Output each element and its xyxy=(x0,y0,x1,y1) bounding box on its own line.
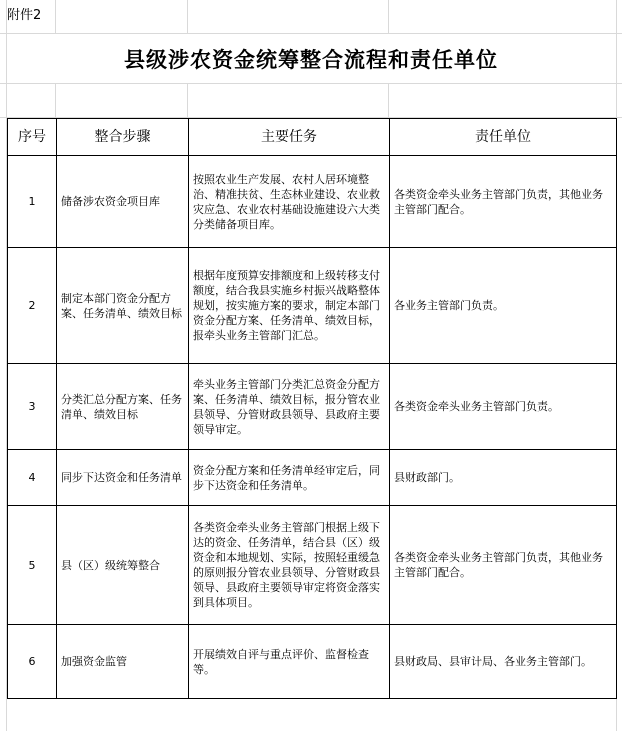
header-no: 序号 xyxy=(8,119,57,156)
cell-no: 3 xyxy=(8,364,57,450)
cell-step: 县（区）级统筹整合 xyxy=(57,506,189,625)
cell-no: 1 xyxy=(8,156,57,248)
page-title: 县级涉农资金统筹整合流程和责任单位 xyxy=(124,47,498,72)
cell-step: 储备涉农资金项目库 xyxy=(57,156,189,248)
cell-unit: 县财政局、县审计局、各业务主管部门。 xyxy=(390,625,617,699)
header-task: 主要任务 xyxy=(189,119,390,156)
cell-no: 2 xyxy=(8,248,57,364)
header-unit: 责任单位 xyxy=(390,119,617,156)
table-row xyxy=(8,625,617,699)
cell-task: 牵头业务主管部门分类汇总资金分配方案、任务清单、绩效目标，报分管农业县领导、分管财政县领导、县政府主要领导审定。 xyxy=(189,364,390,450)
process-table xyxy=(7,118,617,699)
table-row xyxy=(8,450,617,506)
table-row xyxy=(8,248,617,364)
cell-unit: 各类资金牵头业务主管部门负责，其他业务主管部门配合。 xyxy=(390,506,617,625)
cell-unit: 各业务主管部门负责。 xyxy=(390,248,617,364)
cell-unit: 县财政部门。 xyxy=(390,450,617,506)
cell-task: 按照农业生产发展、农村人居环境整治、精准扶贫、生态林业建设、农业救灾应急、农业农村基础设施建设六大类分类储备项目库。 xyxy=(189,156,390,248)
cell-task: 根据年度预算安排额度和上级转移支付额度，结合我县实施乡村振兴战略整体规划，按实施方案的要求，制定本部门资金分配方案、任务清单、绩效目标，报牵头业务主管部门汇总。 xyxy=(189,248,390,364)
table-header-row xyxy=(8,119,617,156)
cell-task: 开展绩效自评与重点评价、监督检查等。 xyxy=(189,625,390,699)
cell-no: 4 xyxy=(8,450,57,506)
cell-unit: 各类资金牵头业务主管部门负责。 xyxy=(390,364,617,450)
table-row xyxy=(8,364,617,450)
cell-no: 6 xyxy=(8,625,57,699)
attachment-label: 附件2 xyxy=(7,8,42,23)
cell-no: 5 xyxy=(8,506,57,625)
cell-step: 同步下达资金和任务清单 xyxy=(57,450,189,506)
table-row xyxy=(8,506,617,625)
cell-task: 资金分配方案和任务清单经审定后，同步下达资金和任务清单。 xyxy=(189,450,390,506)
cell-task: 各类资金牵头业务主管部门根据上级下达的资金、任务清单，结合县（区）级资金和本地规划、实际，按照轻重缓急的原则报分管农业县领导、分管财政县领导、县政府主要领导审定将资金落实到具体项目。 xyxy=(189,506,390,625)
table-row xyxy=(8,156,617,248)
cell-step: 加强资金监管 xyxy=(57,625,189,699)
header-step: 整合步骤 xyxy=(57,119,189,156)
cell-step: 制定本部门资金分配方案、任务清单、绩效目标 xyxy=(57,248,189,364)
cell-unit: 各类资金牵头业务主管部门负责，其他业务主管部门配合。 xyxy=(390,156,617,248)
cell-step: 分类汇总分配方案、任务清单、绩效目标 xyxy=(57,364,189,450)
